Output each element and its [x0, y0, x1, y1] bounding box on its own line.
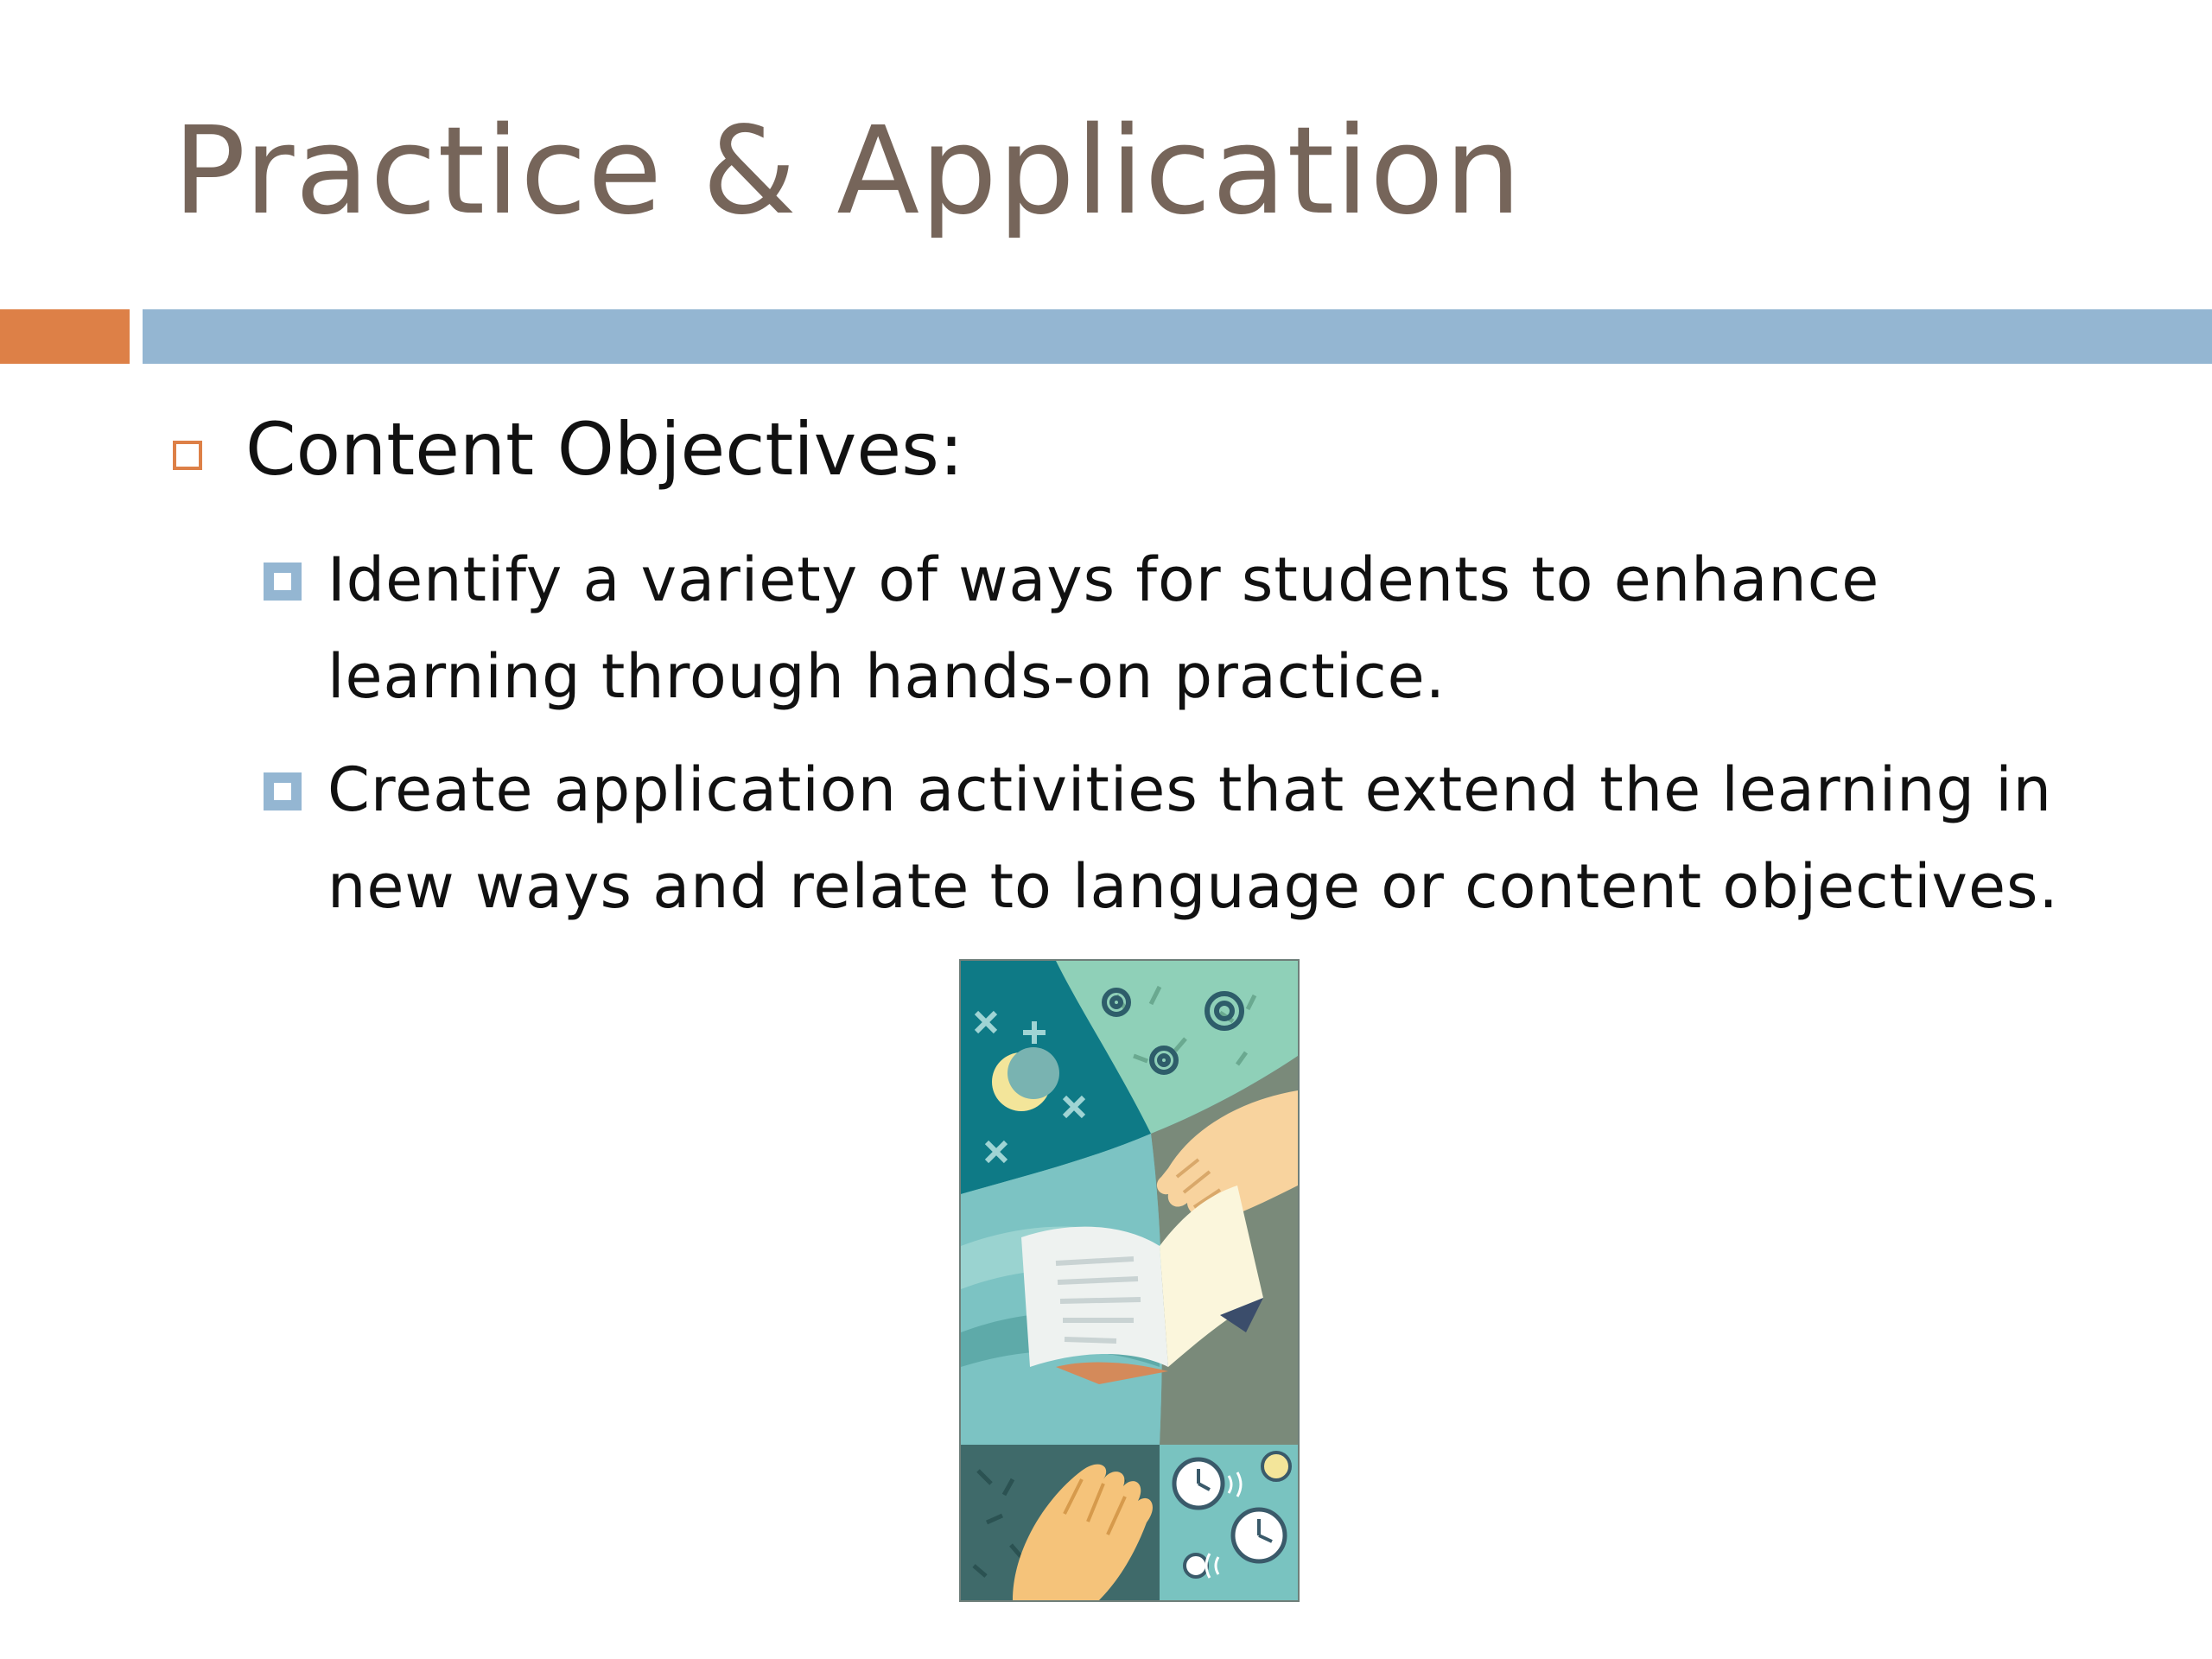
slide-title: Practice & Application	[173, 101, 1522, 242]
objective-text-1: Identify a variety of ways for students to enhance learning through hands-on practice.	[327, 544, 1880, 712]
objective-text-2: Create application activities that extend the learning in new ways and relate to language or content objectives.	[327, 754, 2059, 922]
content-objectives-heading: Content Objectives:	[245, 407, 964, 492]
filled-square-bullet-icon	[264, 772, 302, 810]
hollow-square-bullet-icon	[173, 441, 202, 470]
filled-square-bullet-icon	[264, 563, 302, 601]
title-divider-bar	[143, 309, 2212, 364]
title-accent-bar	[0, 309, 130, 364]
bullet-level1	[173, 406, 963, 493]
hands-book-clock-illustration-icon	[959, 959, 1300, 1602]
bullet-level2-2	[264, 741, 2125, 935]
bullet-level2-1	[264, 531, 2125, 725]
